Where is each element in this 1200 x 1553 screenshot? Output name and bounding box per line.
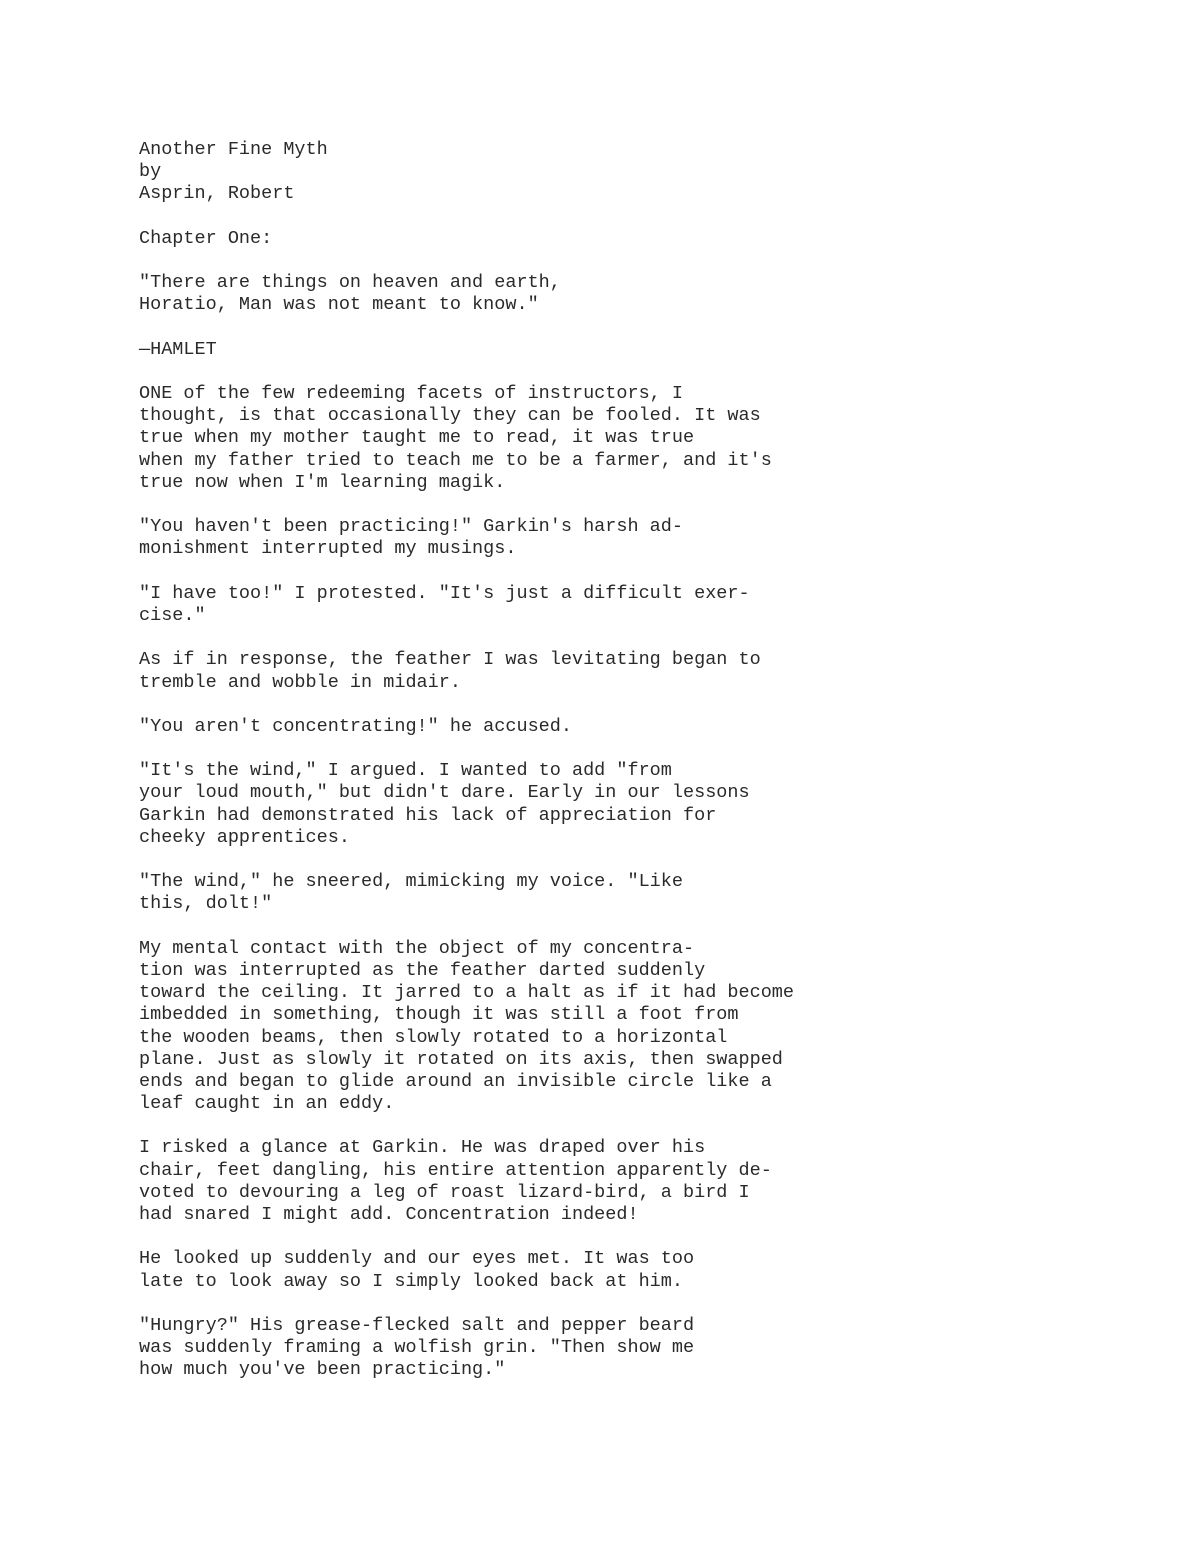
text-line: "You haven't been practicing!" Garkin's harsh ad- bbox=[139, 516, 683, 538]
text-line: leaf caught in an eddy. bbox=[139, 1093, 395, 1115]
book-title: Another Fine Myth bbox=[139, 139, 328, 160]
epigraph bbox=[139, 272, 1139, 316]
document-page bbox=[139, 139, 1139, 1404]
text-line: imbedded in something, though it was still a foot from bbox=[139, 1004, 739, 1026]
text-line: tremble and wobble in midair. bbox=[139, 671, 461, 693]
text-line: this, dolt!" bbox=[139, 893, 273, 915]
body-paragraph bbox=[139, 516, 1139, 560]
text-line: "Hungry?" His grease-flecked salt and pepper beard bbox=[139, 1314, 695, 1336]
text-line: your loud mouth," but didn't dare. Early in our lessons bbox=[139, 782, 750, 804]
text-line: late to look away so I simply looked back at him. bbox=[139, 1270, 683, 1292]
author-name: Asprin, Robert bbox=[139, 183, 295, 205]
text-line: monishment interrupted my musings. bbox=[139, 538, 517, 560]
text-line: As if in response, the feather I was levitating began to bbox=[139, 649, 761, 671]
body-paragraph bbox=[139, 383, 1139, 494]
text-line: true when my mother taught me to read, it was true bbox=[139, 427, 695, 449]
text-line: the wooden beams, then slowly rotated to a horizontal bbox=[139, 1026, 728, 1048]
body-paragraph bbox=[139, 1315, 1139, 1382]
epigraph-attribution: —HAMLET bbox=[139, 338, 217, 360]
text-line: tion was interrupted as the feather darted suddenly bbox=[139, 959, 706, 981]
text-line: "You aren't concentrating!" he accused. bbox=[139, 715, 572, 737]
text-line: cise." bbox=[139, 604, 206, 626]
body-paragraph bbox=[139, 716, 1139, 738]
body-paragraph bbox=[139, 1248, 1139, 1292]
body-paragraph bbox=[139, 649, 1139, 693]
epigraph-attribution-block bbox=[139, 339, 1139, 361]
text-line: true now when I'm learning magik. bbox=[139, 471, 506, 493]
text-line: when my father tried to teach me to be a farmer, and it's bbox=[139, 449, 772, 471]
text-line: "It's the wind," I argued. I wanted to add "from bbox=[139, 760, 672, 782]
epigraph-line: Horatio, Man was not meant to know." bbox=[139, 294, 539, 316]
epigraph-line: "There are things on heaven and earth, bbox=[139, 272, 561, 294]
text-line: was suddenly framing a wolfish grin. "Then show me bbox=[139, 1337, 695, 1359]
title-block bbox=[139, 139, 1139, 206]
text-line: voted to devouring a leg of roast lizard-bird, a bird I bbox=[139, 1181, 750, 1203]
text-line: ends and began to glide around an invisible circle like a bbox=[139, 1070, 772, 1092]
body-paragraph bbox=[139, 938, 1139, 1116]
body-paragraph bbox=[139, 1137, 1139, 1226]
body-paragraph bbox=[139, 871, 1139, 915]
text-line: ONE of the few redeeming facets of instructors, I bbox=[139, 383, 683, 405]
text-line: My mental contact with the object of my concentra- bbox=[139, 937, 695, 959]
text-line: toward the ceiling. It jarred to a halt as if it had become bbox=[139, 982, 795, 1004]
text-line: had snared I might add. Concentration indeed! bbox=[139, 1204, 639, 1225]
chapter-heading-block bbox=[139, 228, 1139, 250]
text-line: Garkin had demonstrated his lack of appreciation for bbox=[139, 804, 717, 826]
body-paragraph bbox=[139, 760, 1139, 849]
text-line: thought, is that occasionally they can be fooled. It was bbox=[139, 405, 761, 427]
by-line: by bbox=[139, 161, 162, 183]
text-line: "I have too!" I protested. "It's just a difficult exer- bbox=[139, 582, 750, 604]
text-line: cheeky apprentices. bbox=[139, 826, 350, 848]
text-line: I risked a glance at Garkin. He was draped over his bbox=[139, 1137, 706, 1159]
chapter-heading: Chapter One: bbox=[139, 227, 273, 249]
text-line: "The wind," he sneered, mimicking my voice. "Like bbox=[139, 871, 683, 893]
text-line: how much you've been practicing." bbox=[139, 1359, 506, 1381]
text-line: chair, feet dangling, his entire attention apparently de- bbox=[139, 1159, 772, 1181]
text-line: He looked up suddenly and our eyes met. It was too bbox=[139, 1248, 695, 1270]
body-paragraph bbox=[139, 583, 1139, 627]
text-line: plane. Just as slowly it rotated on its axis, then swapped bbox=[139, 1048, 783, 1070]
